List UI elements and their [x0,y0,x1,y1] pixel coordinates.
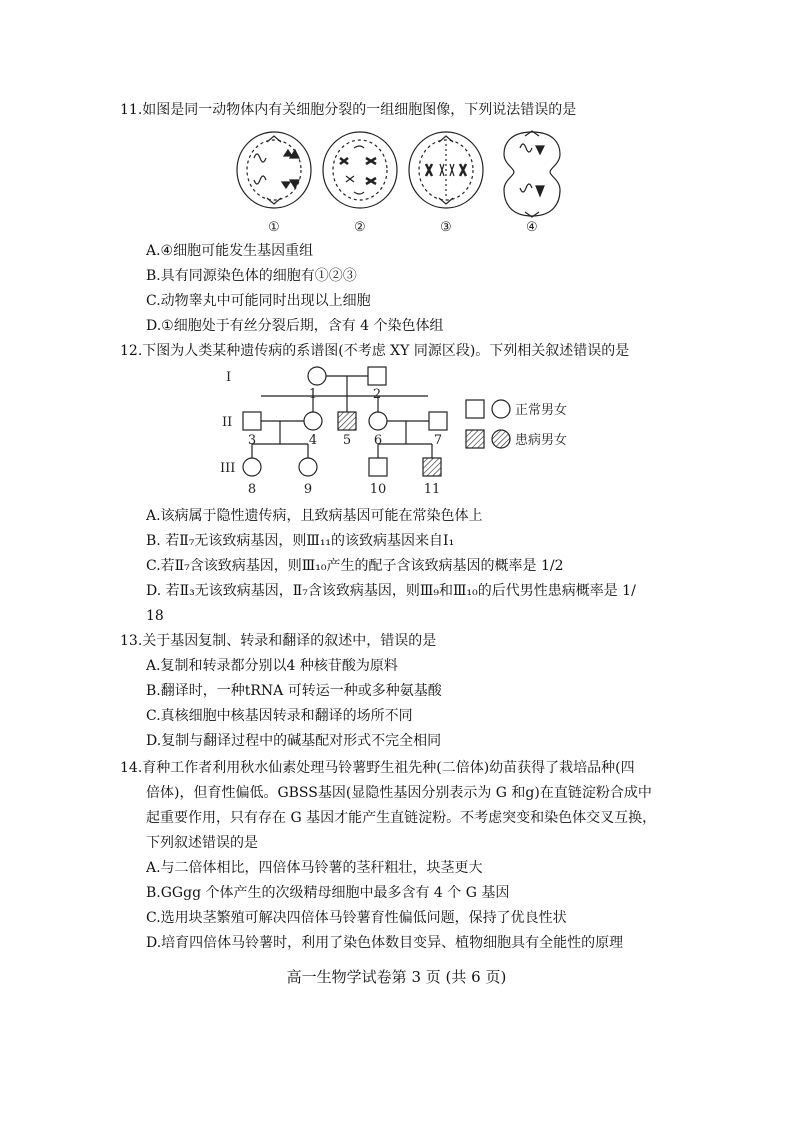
number-11: 11 [423,482,441,497]
cell-division-figure [232,128,572,234]
q14-option-c: C.选用块茎繁殖可解决四倍体马铃薯育性偏低问题，保持了优良性状 [146,910,567,926]
number-6: 6 [373,433,383,448]
q12-option-b: B. 若Ⅱ₇无该致病基因，则Ⅲ₁₁的该致病基因来自Ⅰ₁ [146,533,455,549]
q13-option-a: A.复制和转录都分别以4 种核苷酸为原料 [146,658,398,674]
q12-option-d-cont: 18 [146,608,164,624]
cell-4-image [504,131,560,217]
q11-stem: 11.如图是同一动物体内有关细胞分裂的一组细胞图像，下列说法错误的是 [120,102,577,118]
cell-2-image [323,132,397,208]
individual-2 [368,367,386,385]
individual-6 [369,412,387,430]
legend-normal-label: 正常男女 [515,403,568,418]
q14-option-a: A.与二倍体相比，四倍体马铃薯的茎秆粗壮，块茎更大 [146,860,483,876]
legend-affected-female [492,430,510,448]
q14-stem-line-2: 倍体)，但育性偏低。GBSS基因(显隐性基因分别表示为 G 和g)在直链淀粉合成中 [146,785,652,801]
q13-stem: 13.关于基因复制、转录和翻译的叙述中，错误的是 [120,633,437,649]
q13-option-d: D.复制与翻译过程中的碱基配对形式不完全相同 [146,733,442,749]
individual-10 [369,458,387,476]
q11-option-a: A.④细胞可能发生基因重组 [146,243,314,259]
number-10: 10 [369,482,387,497]
number-8: 8 [247,482,257,497]
cell-label-2: ② [354,220,366,234]
individual-5 [338,412,356,430]
cell-label-3: ③ [440,220,452,234]
q12-option-c: C.若Ⅱ₇含该致病基因，则Ⅲ₁₀产生的配子含该致病基因的概率是 1/2 [146,558,564,574]
generation-label-1: I [226,370,232,385]
number-5: 5 [342,433,352,448]
number-9: 9 [303,482,313,497]
number-2: 2 [372,387,382,402]
legend-affected-male [466,430,484,448]
q13-option-c: C.真核细胞中核基因转录和翻译的场所不同 [146,708,413,724]
q14-option-d: D.培育四倍体马铃薯时，利用了染色体数目变异、植物细胞具有全能性的原理 [146,935,624,951]
cell-3-image [409,132,483,208]
q12-stem: 12.下图为人类某种遗传病的系谱图(不考虑 XY 同源区段)。下列相关叙述错误的是 [120,343,630,359]
cell-label-1: ① [268,220,280,234]
number-4: 4 [308,433,318,448]
legend-normal-male [466,400,484,418]
individual-1 [308,367,326,385]
q13-option-b: B.翻译时，一种tRNA 可转运一种或多种氨基酸 [146,683,442,699]
cell-1-image [237,132,311,208]
q11-option-b: B.具有同源染色体的细胞有①②③ [146,268,357,284]
individual-11 [423,458,441,476]
q14-stem-line-3: 起重要作用，只有存在 G 基因才能产生直链淀粉。不考虑突变和染色体交叉互换， [146,810,657,826]
number-1: 1 [308,387,318,402]
q11-option-d: D.①细胞处于有丝分裂后期，含有 4 个染色体组 [146,318,444,334]
individual-3 [243,412,261,430]
individual-7 [429,412,447,430]
generation-label-2: II [222,415,233,430]
legend-normal-female [492,400,510,418]
q12-option-d: D. 若Ⅱ₃无该致病基因，Ⅱ₇含该致病基因，则Ⅲ₉和Ⅲ₁₀的后代男性患病概率是 1/ [146,583,636,599]
generation-label-3: III [220,461,236,476]
individual-4 [304,412,322,430]
q12-option-a: A.该病属于隐性遗传病，且致病基因可能在常染色体上 [146,508,483,524]
q14-option-b: B.GGgg 个体产生的次级精母细胞中最多含有 4 个 G 基因 [146,885,510,901]
number-7: 7 [433,433,443,448]
individual-8 [243,458,261,476]
q14-stem-line-4: 下列叙述错误的是 [146,835,258,851]
pedigree-chart [218,362,598,502]
cell-label-4: ④ [526,220,538,234]
individual-9 [299,458,317,476]
legend-affected-label: 患病男女 [515,433,568,448]
q11-option-c: C.动物睾丸中可能同时出现以上细胞 [146,293,371,309]
page-footer: 高一生物学试卷第 3 页 (共 6 页) [286,968,507,986]
q14-stem-line-1: 14.育种工作者利用秋水仙素处理马铃薯野生祖先种(二倍体)幼苗获得了栽培品种(四 [120,760,635,776]
number-3: 3 [247,433,257,448]
